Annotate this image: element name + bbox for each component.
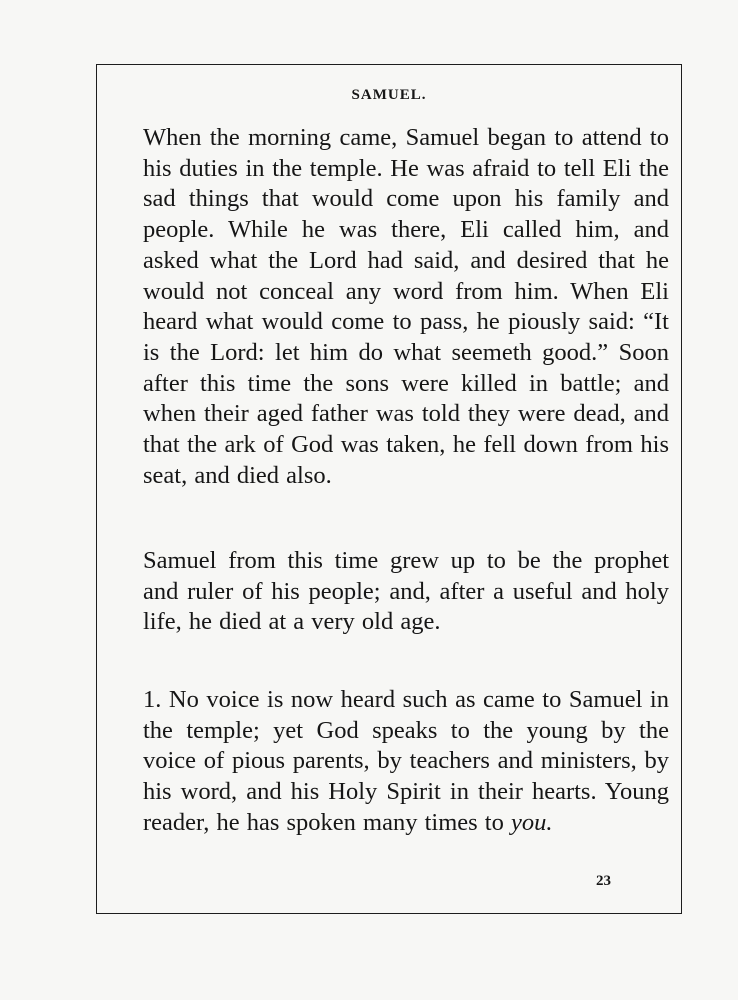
lesson-emphasis: you.	[510, 808, 553, 836]
page-frame	[96, 64, 682, 914]
paragraph-2: Samuel from this time grew up to be the prophet and ruler of his people; and, after a useful and holy life, he died at a very old age.	[143, 547, 669, 636]
lesson-text: 1. No voice is now heard such as came to Samuel in the temple; yet God speaks to the young by the voice of pious parents, by teachers and ministers, by his word, and his Holy Spirit in their hearts. Young reader, he has spoken many times to	[143, 686, 669, 836]
chapter-heading: SAMUEL.	[351, 87, 427, 103]
lesson-paragraph	[143, 685, 669, 839]
page-number: 23	[596, 873, 611, 889]
paragraph-1: When the morning came, Samuel began to attend to his duties in the temple. He was afraid to tell Eli the sad things that would come upon his family and people. While he was there, Eli called him, and asked what the Lord had said, and desired that he would not conceal any word from him. When Eli heard what would come to pass, he piously said: “It is the Lord: let him do what seemeth good.” Soon after this time the sons were killed in battle; and when their aged father was told they were dead, and that the ark of God was taken, he fell down from his seat, and died also.	[143, 124, 669, 489]
